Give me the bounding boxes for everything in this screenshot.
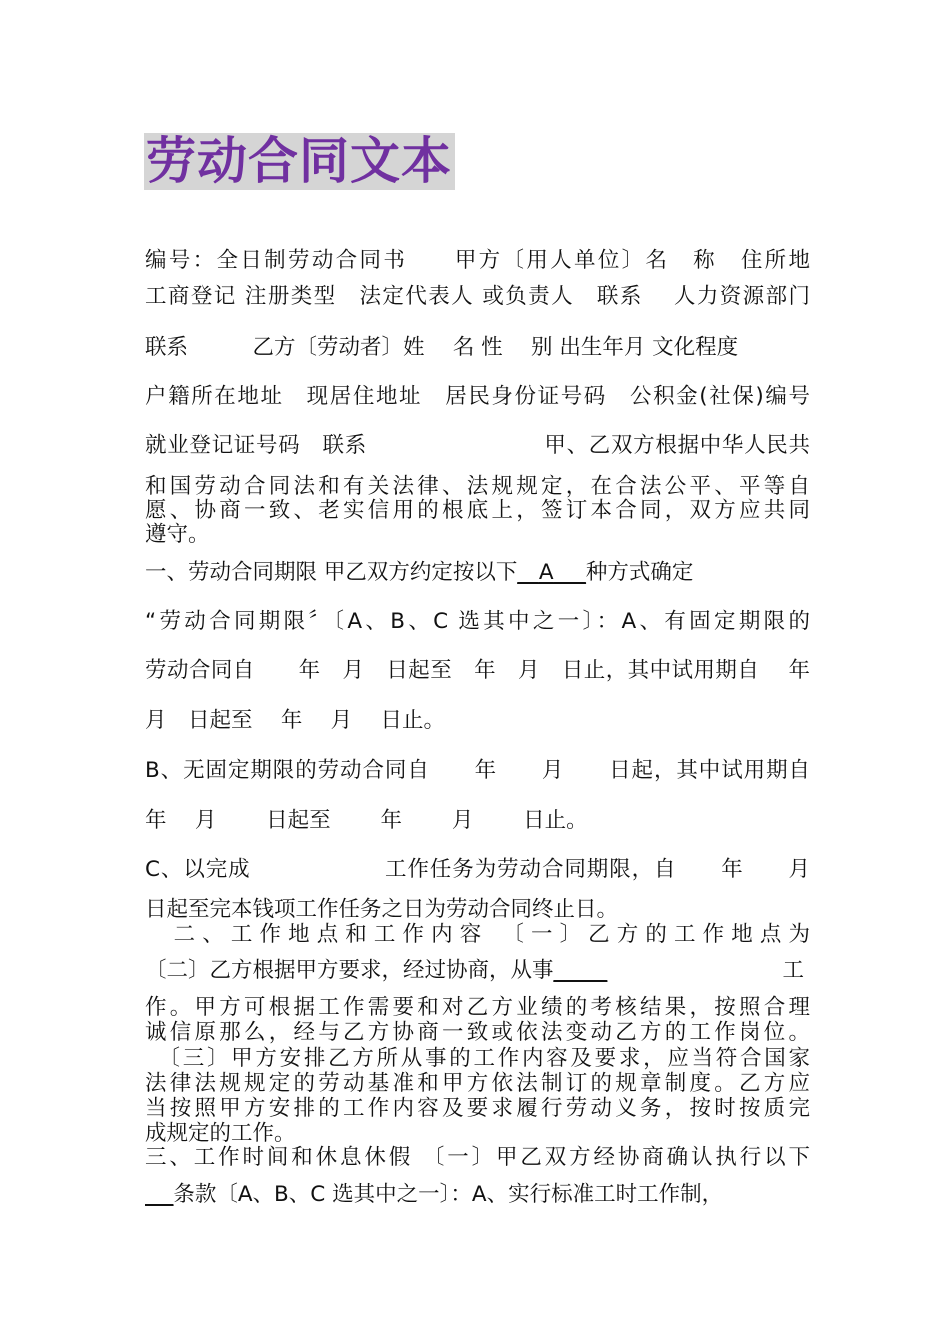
text-line: 户籍所在地址 现居住地址 居民身份证号码 公积金(社保)编号: [145, 384, 810, 409]
text-segment: 条款〔A、B、C 选其中之一〕：A、实行标准工时工作制，: [173, 1182, 724, 1207]
job-line: [145, 958, 810, 984]
text-line: 和国劳动合同法和有关法律、法规规定，在合法公平、平等自: [145, 474, 810, 499]
text-line: 年 月 日起至 年 月 日止。: [145, 808, 588, 833]
text-line: 作。甲方可根据工作需要和对乙方业绩的考核结果，按照合理: [145, 995, 810, 1020]
text-line: 工商登记 注册类型 法定代表人 或负责人 联系 人力资源部门: [145, 284, 810, 309]
text-segment: 工: [782, 958, 804, 983]
text-line: 成规定的工作。: [145, 1121, 296, 1146]
clause-blank: _ _: [145, 1182, 174, 1207]
text-line: “劳动合同期限〞〔A、B、C 选其中之一〕：A、有固定期限的: [145, 609, 810, 634]
term-option-fill: A: [538, 560, 554, 585]
text-line: 遵守。: [145, 522, 210, 547]
text-line: 三、工作时间和休息休假 〔一〕甲乙双方经协商确认执行以下: [145, 1145, 810, 1170]
term-line: [145, 560, 810, 586]
text-line: 联系 乙方〔劳动者〕姓 名 性 别 出生年月 文化程度: [145, 335, 739, 360]
text-line: B、无固定期限的劳动合同自 年 月 日起，其中试用期自: [145, 758, 810, 783]
text-line: 愿、协商一致、老实信用的根底上，签订本合同，双方应共同: [145, 498, 810, 523]
blank-prefix: __: [517, 560, 539, 585]
text-line: 二、工作地点和工作内容 〔一〕乙方的工作地点为: [145, 922, 810, 947]
text-line: 劳动合同自 年 月 日起至 年 月 日止，其中试用期自 年: [145, 658, 810, 683]
text-line: 诚信原那么，经与乙方协商一致或依法变动乙方的工作岗位。: [145, 1020, 810, 1045]
blank-suffix: ___: [553, 560, 586, 585]
text-line: 〔三〕甲方安排乙方所从事的工作内容及要求，应当符合国家: [145, 1046, 810, 1071]
text-segment: 〔二〕乙方根据甲方要求，经过协商，从事: [145, 958, 554, 983]
text-line: C、以完成 工作任务为劳动合同期限，自 年 月: [145, 857, 810, 882]
text-line: 当按照甲方安排的工作内容及要求履行劳动义务，按时按质完: [145, 1096, 810, 1121]
document-title: 劳动合同文本: [144, 133, 455, 190]
job-blank: _____: [553, 958, 608, 983]
text-segment: 种方式确定: [585, 560, 694, 585]
clause-line: [145, 1182, 810, 1208]
text-line: 月 日起至 年 月 日止。: [145, 708, 446, 733]
text-line: 就业登记证号码 联系 甲、乙双方根据中华人民共: [145, 433, 810, 458]
text-segment: 一、劳动合同期限 甲乙双方约定按以下: [145, 560, 518, 585]
text-line: 法律法规规定的劳动基准和甲方依法制订的规章制度。乙方应: [145, 1071, 810, 1096]
text-line: 日起至完本钱项工作任务之日为劳动合同终止日。: [145, 897, 619, 922]
text-line: 编号：全日制劳动合同书 甲方〔用人单位〕名 称 住所地: [145, 248, 810, 273]
